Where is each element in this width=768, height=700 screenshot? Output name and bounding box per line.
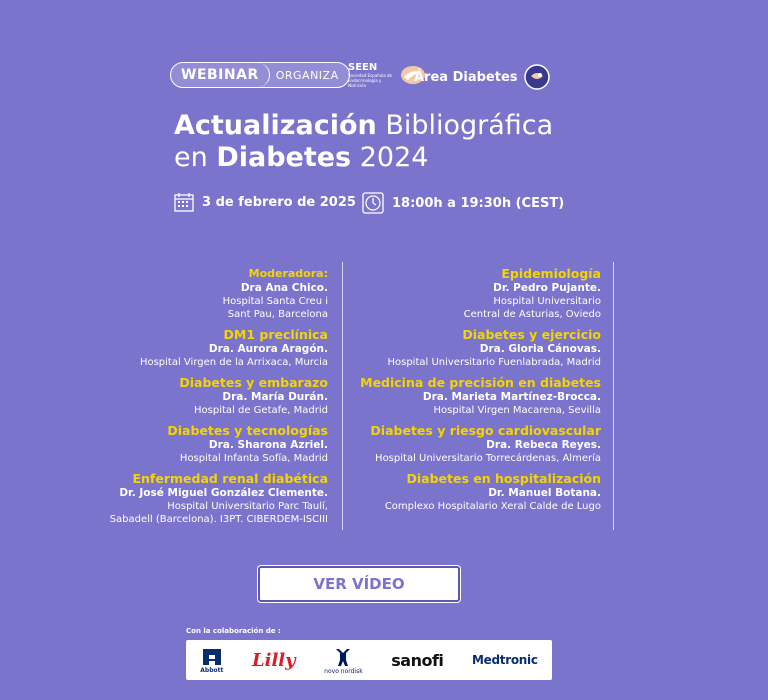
speaker-institution: Hospital Virgen de la Arrixaca, Murcia [139, 357, 328, 368]
speaker-institution: Hospital de Getafe, Madrid [194, 405, 328, 416]
speaker-name: Dr. José Miguel González Clemente. [119, 487, 328, 499]
lilly-text: Lilly [251, 649, 296, 671]
speaker-name: Dr. Manuel Botana. [488, 487, 601, 499]
ver-video-button[interactable]: VER VÍDEO [258, 566, 460, 602]
medtronic-text: Medtronic [472, 653, 538, 667]
speaker-institution: Hospital Universitario [493, 296, 601, 307]
speaker-institution: Hospital Infanta Sofía, Madrid [179, 453, 328, 464]
section-heading: Epidemiología [501, 266, 601, 281]
lilly-logo [252, 650, 296, 671]
time-text: 18:00h a 19:30h (CEST) [392, 195, 565, 211]
speaker-name: Dra. María Durán. [222, 391, 328, 403]
area-diabetes-icon [524, 64, 550, 90]
abbott-logo [200, 647, 223, 674]
column-divider-right [613, 262, 614, 530]
page-title-line2 [174, 142, 428, 174]
speaker-section [352, 327, 601, 369]
speaker-section [88, 471, 328, 526]
section-heading: Diabetes y riesgo cardiovascular [370, 423, 601, 438]
seen-subtitle: Sociedad Española de Endocrinología y Nutrición [348, 73, 392, 88]
organiza-label: ORGANIZA [275, 68, 339, 82]
section-heading: Moderadora: [248, 267, 328, 280]
sanofi-logo [391, 651, 443, 670]
speaker-institution: Hospital Universitario Parc Taulí, [167, 501, 328, 512]
section-heading: Diabetes en hospitalización [406, 471, 601, 486]
area-diabetes-text: Área Diabetes [414, 69, 518, 85]
speaker-name: Dra. Aurora Aragón. [208, 343, 328, 355]
title-rest-2: 2024 [351, 142, 429, 173]
medtronic-logo [472, 653, 538, 667]
section-heading: Diabetes y tecnologías [167, 423, 328, 438]
title-pre-2: en [174, 142, 217, 173]
speaker-institution: Sabadell (Barcelona). I3PT. CIBERDEM-ISCIII [109, 514, 328, 525]
speaker-institution: Hospital Virgen Macarena, Sevilla [433, 405, 601, 416]
speaker-institution: Hospital Universitario Fuenlabrada, Madrid [387, 357, 601, 368]
speaker-section [352, 423, 601, 465]
novo-bull-icon [332, 646, 354, 668]
title-bold-1: Actualización [174, 110, 377, 141]
novo-text: novo nordisk [324, 667, 363, 675]
area-diabetes-logo [414, 64, 550, 90]
speaker-name: Dra. Gloria Cánovas. [479, 343, 601, 355]
sponsor-logos [186, 640, 552, 680]
abbott-icon [201, 647, 223, 667]
badge-pill [170, 62, 350, 88]
column-divider-left [342, 262, 343, 530]
speaker-institution: Central de Asturias, Oviedo [463, 309, 601, 320]
speaker-institution: Complexo Hospitalario Xeral Calde de Lugo [384, 501, 601, 512]
speaker-section [88, 266, 328, 321]
section-heading: Diabetes y embarazo [179, 375, 328, 390]
speaker-institution: Hospital Universitario Torrecárdenas, Almería [375, 453, 601, 464]
section-heading: Enfermedad renal diabética [132, 471, 328, 486]
title-bold-2: Diabetes [216, 142, 352, 173]
speaker-section [352, 266, 601, 321]
speaker-name: Dra. Rebeca Reyes. [486, 439, 601, 451]
novo-nordisk-logo [324, 646, 363, 675]
speaker-name: Dra Ana Chico. [240, 282, 328, 294]
speaker-section [88, 327, 328, 369]
event-time [362, 192, 564, 214]
speaker-name: Dra. Sharona Azriel. [208, 439, 328, 451]
date-text: 3 de febrero de 2025 [202, 194, 356, 210]
page-title-line1 [174, 110, 553, 142]
speaker-name: Dr. Pedro Pujante. [493, 282, 601, 294]
section-heading: DM1 preclínica [223, 327, 328, 342]
webinar-badge [170, 62, 350, 88]
title-rest-1: Bibliográfica [376, 110, 554, 141]
section-heading: Medicina de precisión en diabetes [360, 375, 601, 390]
clock-icon [362, 192, 384, 214]
webinar-label: WEBINAR [171, 63, 270, 87]
speaker-section [352, 375, 601, 417]
calendar-icon [174, 192, 194, 212]
speaker-section [352, 471, 601, 513]
speaker-section [88, 423, 328, 465]
speaker-institution: Hospital Santa Creu i [222, 296, 328, 307]
speakers-right-column [352, 266, 601, 519]
speaker-institution: Sant Pau, Barcelona [227, 309, 328, 320]
collab-label: Con la colaboración de : [186, 627, 281, 635]
section-heading: Diabetes y ejercicio [462, 327, 601, 342]
sanofi-text: sanofi [391, 650, 444, 670]
speaker-section [88, 375, 328, 417]
speaker-name: Dra. Marieta Martínez-Brocca. [422, 391, 601, 403]
event-date [174, 192, 356, 212]
speakers-left-column [88, 266, 328, 532]
abbott-text: Abbott [200, 666, 224, 674]
seen-text: SEEN [348, 62, 378, 73]
